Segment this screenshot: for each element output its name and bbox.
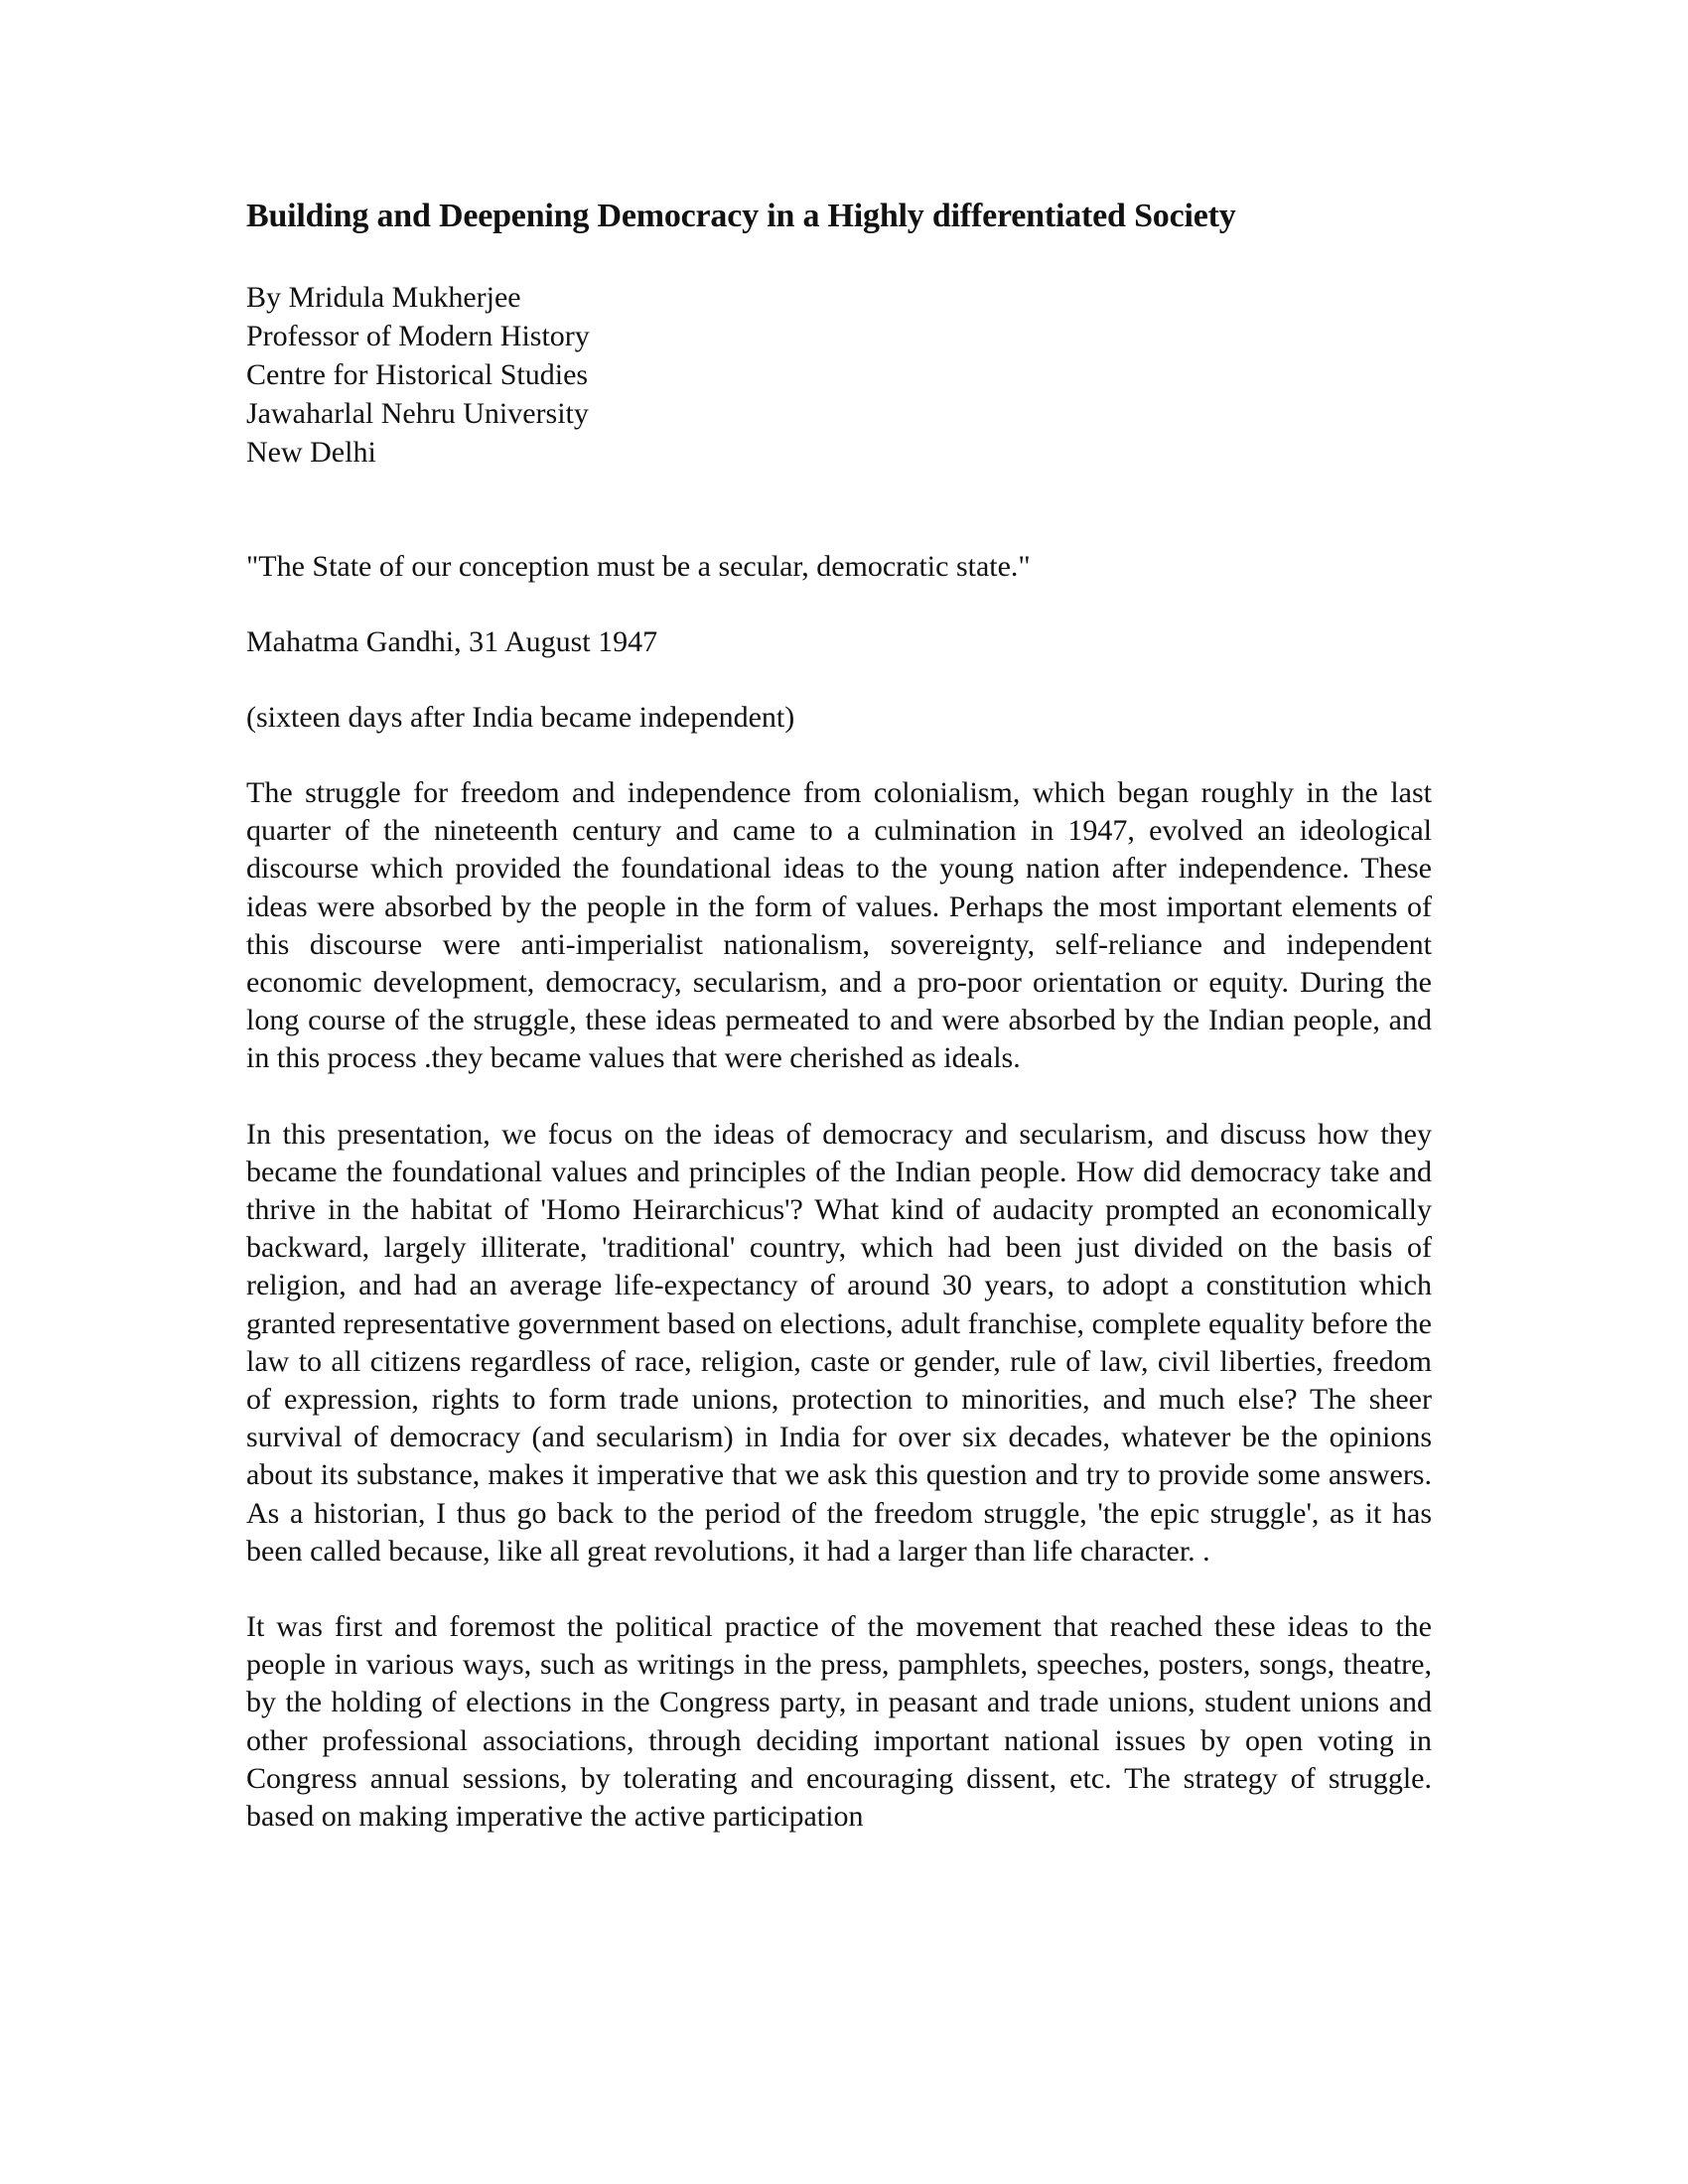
body-paragraph-1: The struggle for freedom and independence from colonialism, which began roughly in the last quarter of the nineteenth century and came to a culmination in 1947, evolved an ideological discourse which provided the foundational ideas to the young nation after independence. These ideas were absorbed by the people in the form of values. Perhaps the most important elements of this discourse were anti-imperialist nationalism, sovereignty, self-reliance and independent economic development, democracy, secularism, and a pro-poor orientation or equity. During the long course of the struggle, these ideas permeated to and were absorbed by the Indian people, and in this process .they became values that were cherished as ideals.	[246, 776, 1432, 1075]
author-block	[246, 278, 1432, 472]
author-name: By Mridula Mukherjee	[246, 281, 521, 314]
author-department: Centre for Historical Studies	[246, 358, 589, 391]
body-paragraph-3: It was first and foremost the political practice of the movement that reached these ideas to the people in various ways, such as writings in the press, pamphlets, speeches, posters, songs, theatre, by the holding of elections in the Congress party, in peasant and trade unions, student unions and other professional associations, through deciding important national issues by open voting in Congress annual sessions, by tolerating and encouraging dissent, etc. The strategy of struggle. based on making imperative the active participation	[246, 1610, 1432, 1834]
body-paragraph-2: In this presentation, we focus on the ideas of democracy and secularism, and discuss how they became the foundational values and principles of the Indian people. How did democracy take and thrive in the habitat of 'Homo Heirarchicus'? What kind of audacity prompted an economically backward, largely illiterate, 'traditional' country, which had been just divided on the basis of religion, and had an average life-expectancy of around 30 years, to adopt a constitution which granted representative government based on elections, adult franchise, complete equality before the law to all citizens regardless of race, religion, caste or gender, rule of law, civil liberties, freedom of expression, rights to form trade unions, protection to minorities, and much else? The sheer survival of democracy (and secularism) in India for over six decades, whatever be the opinions about its substance, makes it imperative that we ask this question and try to provide some answers. As a historian, I thus go back to the period of the freedom struggle, 'the epic struggle', as it has been called because, like all great revolutions, it had a larger than life character. .	[246, 1117, 1432, 1568]
author-university: Jawaharlal Nehru University	[246, 397, 589, 430]
document-page	[246, 195, 1432, 1836]
epigraph-attribution: Mahatma Gandhi, 31 August 1947	[246, 625, 658, 658]
epigraph-note: (sixteen days after India became independent)	[246, 701, 795, 734]
author-position: Professor of Modern History	[246, 320, 590, 352]
author-city: New Delhi	[246, 436, 376, 469]
epigraph-quote: "The State of our conception must be a secular, democratic state."	[246, 550, 1031, 583]
document-title: Building and Deepening Democracy in a Highly differentiated Society	[246, 198, 1236, 234]
